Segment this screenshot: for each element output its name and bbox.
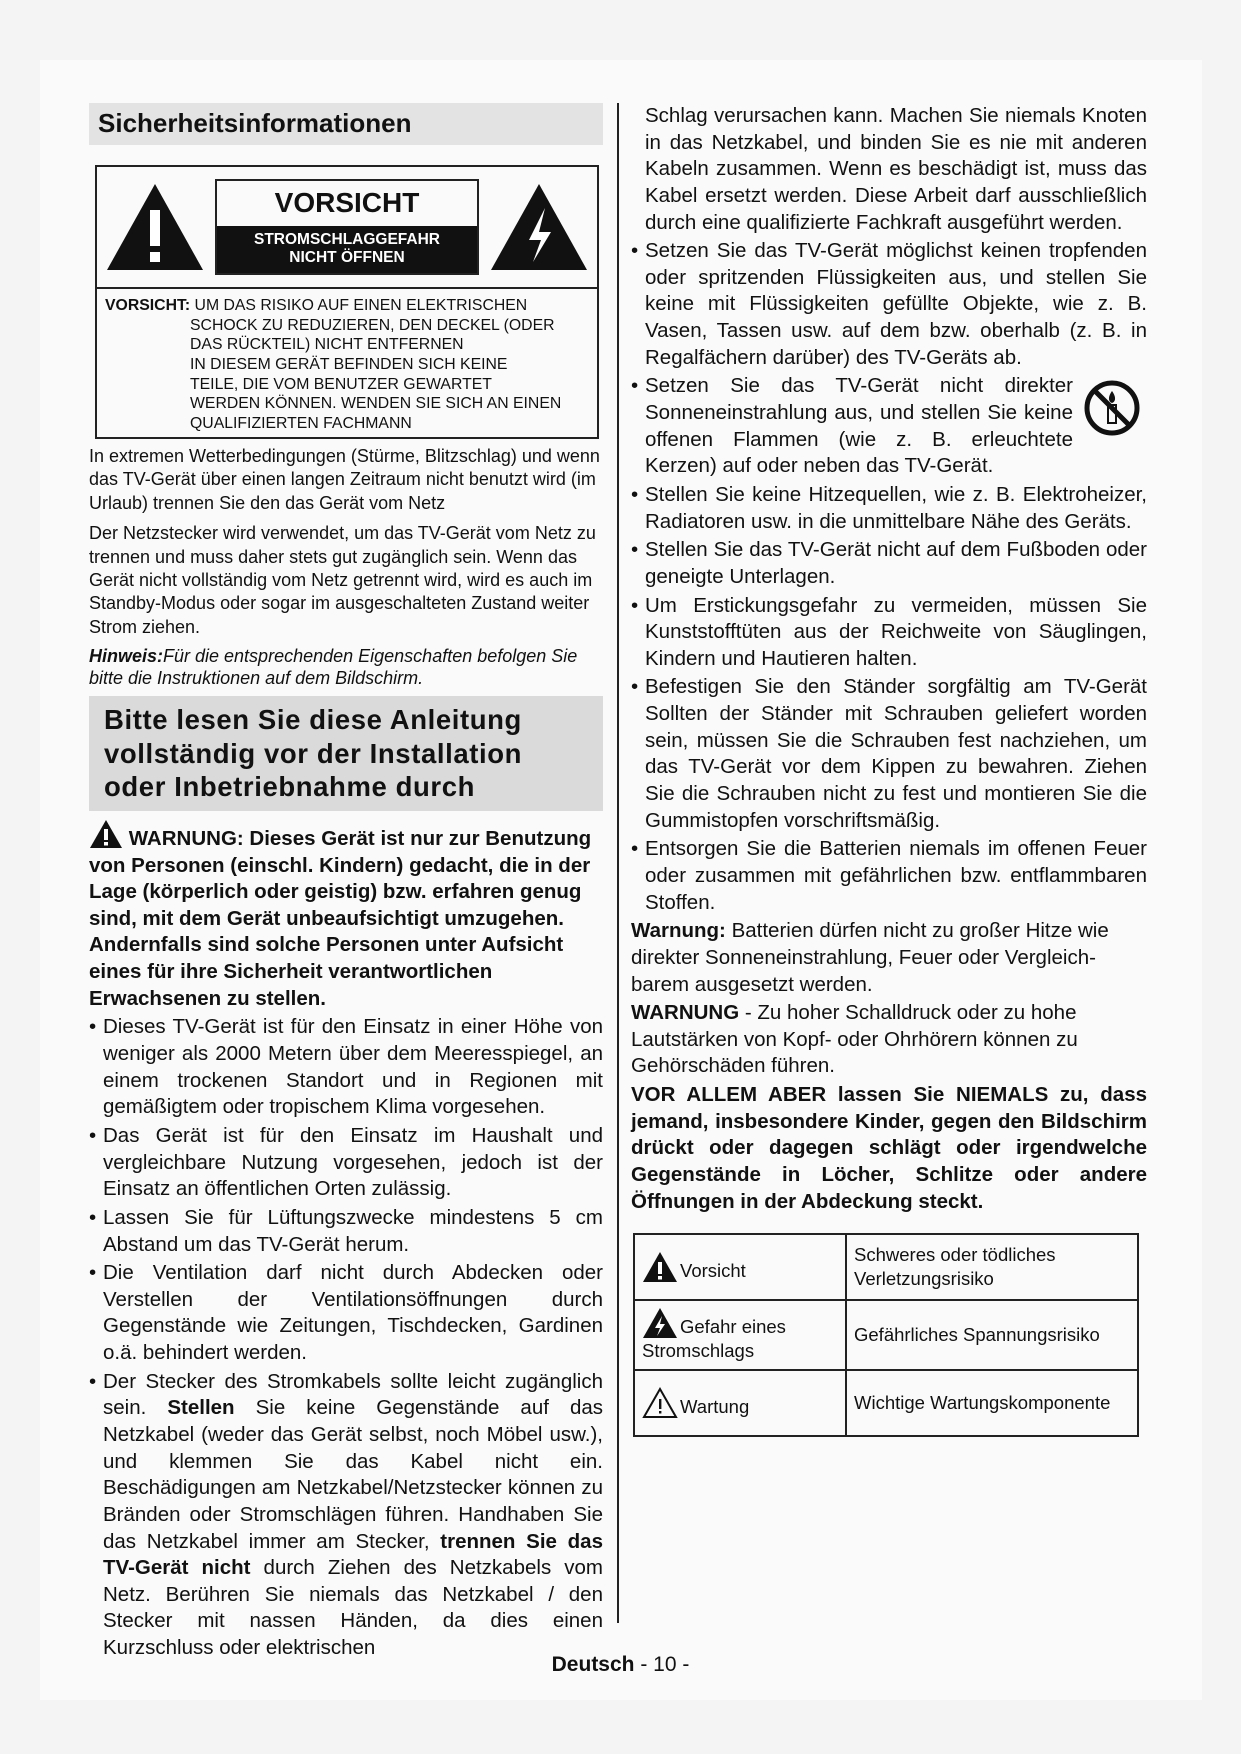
caution-subtitle-line2: NICHT ÖFFNEN [289,249,405,266]
vorsicht-label-box [215,179,479,275]
list-item: • Stellen Sie keine Hitzequellen, wie z. B. Elektroheizer, Radiatoren usw. in die unmittelbare Nähe des Geräts. [631,482,1147,535]
legend-symbol-cell [634,1300,846,1370]
caution-box [95,165,599,439]
read-instructions-heading: Bitte lesen Sie diese Anleitung vollständig vor der Installation oder Inbetriebnahme durch [89,696,603,811]
maintenance-triangle-icon [642,1387,678,1419]
no-open-flame-icon [1083,379,1141,437]
legend-symbol-cell [634,1234,846,1300]
legend-symbol-cell [634,1370,846,1436]
hint-paragraph [89,646,603,689]
list-item: • Entsorgen Sie die Batterien niemals im offenen Feuer oder zusammen mit gefährlichen bzw. entflammbaren Stoffen. [631,836,1147,916]
symbol-legend-table [633,1233,1139,1437]
caution-text-line: WERDEN KÖNNEN. WENDEN SIE SICH AN EINEN [190,395,562,413]
caution-subtitle [217,226,477,273]
caution-text-line: DAS RÜCKTEIL) NICHT ENTFERNEN [190,336,464,354]
caution-text-line: IN DIESEM GERÄT BEFINDEN SICH KEINE [190,356,508,374]
cable-text-part: durch Ziehen des Netzkabels vom Netz. Berühren Sie niemals das Netzkabel / den Stecker mit nassen Händen, da dies einen Kurzschluss oder elektrischen [103,1556,603,1660]
caution-text [97,289,597,437]
safety-bullet-list [89,1014,603,1661]
caution-text-line: SCHOCK ZU REDUZIEREN, DEN DECKEL (ODER [190,316,555,334]
list-item: • Setzen Sie das TV-Gerät möglichst keinen tropfenden oder spritzenden Flüssigkeiten aus, und stellen Sie keine mit Flüssigkeiten gefüllte Objekte, wie z. B. Vasen, Tassen usw. auf dem bzw. oberhalb (z. B. in Regalfächern darüber) des TV-Geräts ab. [631,238,1147,371]
warning-text: WARNUNG: Dieses Gerät ist nur zur Benutzung von Personen (einschl. Kindern) gedacht, die in der Lage (körperlich oder geistig) bzw. erfahren genug sind, mit dem Gerät unbeaufsichtigt umzugehen. Andernfalls sind solche Personen unter Aufsicht eines für ihre Sicherheit verantwortlichen Erwachsenen zu stellen. [89,826,592,1010]
table-row [634,1370,1138,1436]
column-divider [617,103,619,1623]
caution-subtitle-line1: STROMSCHLAGGEFAHR [254,231,440,249]
caution-header [97,167,597,289]
list-item-power-cable [89,1369,603,1662]
list-item-text: Setzen Sie das TV-Gerät nicht direkter Sonneneinstrahlung aus, und stellen Sie keine offenen Flammen (wie z. B. erleuchtete Kerzen) auf oder neben das TV-Gerät. [645,374,1073,478]
continuation-paragraph: Schlag verursachen kann. Machen Sie niemals Knoten in das Netzkabel, und binden Sie es nie mit anderen Kabeln zusammen. Wenn es beschädigt ist, muss das Kabel ersetzt werden. Diese Arbeit darf ausschließlich durch eine qualifizierte Fachkraft ausgeführt werden. [645,104,1147,234]
caution-triangle-icon [642,1251,678,1283]
hint-text: Für die entsprechenden Eigenschaften befolgen Sie bitte die Instruktionen auf dem Bildschirm. [89,646,578,688]
list-item: • Um Erstickungsgefahr zu vermeiden, müssen Sie Kunststofftüten aus der Reichweite von Säuglingen, Kindern und Hautieren halten. [631,593,1147,673]
sound-warning-text: - Zu hoher Schalldruck oder zu hohe Lautstärken von Kopf- oder Ohrhörern können zu Gehörschäden führen. [631,1001,1078,1078]
caution-text-line: UM DAS RISIKO AUF EINEN ELEKTRISCHEN [194,296,528,314]
list-item: • Dieses TV-Gerät ist für den Einsatz in einer Höhe von weniger als 2000 Metern über dem Meeresspiegel, an einem trockenen Standort und in Regionen mit gemäßigtem oder tropischem Klima vorgesehen. [89,1014,603,1121]
battery-warning-paragraph [631,918,1147,998]
page-footer [0,1653,1241,1677]
battery-warning-label: Warnung: [631,919,726,943]
table-row [634,1300,1138,1370]
caution-text-line: QUALIFIZIERTEN FACHMANN [190,415,412,433]
final-warning-paragraph: VOR ALLEM ABER lassen Sie NIEMALS zu, dass jemand, insbesondere Kinder, gegen den Bildschirm drückt oder dagegen schlägt oder irgendwelche Gegenstände in Löcher, Schlitze oder andere Öffnungen in der Abdeckung steckt. [631,1083,1147,1213]
list-item: • Das Gerät ist für den Einsatz im Haushalt und vergleichbare Nutzung vorgesehen, jedoch ist der Einsatz an öffentlichen Orten zulässig. [89,1123,603,1203]
electric-shock-triangle-icon [642,1307,678,1339]
table-row [634,1234,1138,1300]
legend-symbol-label: Vorsicht [680,1260,746,1282]
legend-meaning-cell: Gefährliches Spannungsrisiko [846,1300,1138,1370]
warning-triangle-icon [89,819,123,849]
cable-text-part: Sie keine Gegenstände auf das Netzkabel (weder das Gerät selbst, noch Möbel usw.), und klemmen Sie das Kabel nicht ein. Beschädigungen am Netzkabel/Netzstecker können zu Bränden oder Stromschlägen führen. Handhaben Sie das Netzkabel immer am Stecker, [103,1396,604,1553]
caution-text-line1 [105,296,589,316]
cable-text-part: Der Stecker des Stromkabels sollte leicht zugänglich sein. [103,1369,603,1420]
cable-text-bold: trennen Sie das TV-Gerät nicht [103,1529,603,1580]
warning-paragraph [89,819,603,1012]
legend-symbol-label: Wartung [680,1396,750,1418]
safety-bullet-list-right [631,238,1147,916]
list-item: • Lassen Sie für Lüftungszwecke mindestens 5 cm Abstand um das TV-Gerät herum. [89,1205,603,1258]
caution-title: VORSICHT [274,186,420,218]
sound-warning-label: WARNUNG [631,1001,740,1025]
caution-text-label: VORSICHT: [105,296,191,314]
footer-page-number: - 10 - [634,1653,690,1676]
list-item: • Die Ventilation darf nicht durch Abdecken oder Verstellen der Ventilationsöffnungen durch Gegenstände wie Zeitungen, Tischdecken, Gardinen o.ä. behindert werden. [89,1260,603,1367]
exclamation-warning-icon [105,182,205,272]
mains-plug-paragraph: Der Netzstecker wird verwendet, um das TV-Gerät vom Netz zu trennen und muss daher stets gut zugänglich sein. Wenn das Gerät nicht vollständig vom Netz getrennt wird, wird es auch im Standby-Modus oder sogar im ausgeschalteten Zustand weiter Strom ziehen. [89,523,596,637]
list-item-sunlight [631,373,1147,480]
lightning-warning-icon [489,182,589,272]
left-column [89,103,603,1664]
right-column [631,103,1147,1437]
cable-text-bold: Stellen [167,1396,235,1420]
sound-warning-paragraph [631,1000,1147,1080]
footer-language: Deutsch [551,1653,635,1676]
section-heading: Sicherheitsinformationen [89,103,603,145]
list-item: • Befestigen Sie den Ständer sorgfältig am TV-Gerät Sollten der Ständer mit Schrauben geliefert worden sein, müssen Sie die Schrauben fest nachziehen, um das TV-Gerät vor dem Kippen zu bewahren. Ziehen Sie die Schrauben nicht zu fest und montieren Sie die Gummistopfen vorschriftsmäßig. [631,674,1147,834]
caution-text-line: TEILE, DIE VOM BENUTZER GEWARTET [190,375,492,393]
legend-meaning-cell: Wichtige Wartungskomponente [846,1370,1138,1436]
legend-symbol-label: Gefahr eines Stromschlags [642,1316,786,1362]
list-item: • Stellen Sie das TV-Gerät nicht auf dem Fußboden oder geneigte Unterlagen. [631,537,1147,590]
battery-warning-text: Batterien dürfen nicht zu großer Hitze wie direkter Sonneneinstrahlung, Feuer oder Vergleich-barem ausgesetzt werden. [631,919,1109,996]
hint-label: Hinweis: [89,646,164,667]
legend-meaning-cell: Schweres oder tödliches Verletzungsrisiko [846,1234,1138,1300]
weather-paragraph: In extremen Wetterbedingungen (Stürme, Blitzschlag) und wenn das TV-Gerät über einen langen Zeitraum nicht benutzt wird (im Urlaub) trennen Sie den das Gerät vom Netz [89,445,600,513]
